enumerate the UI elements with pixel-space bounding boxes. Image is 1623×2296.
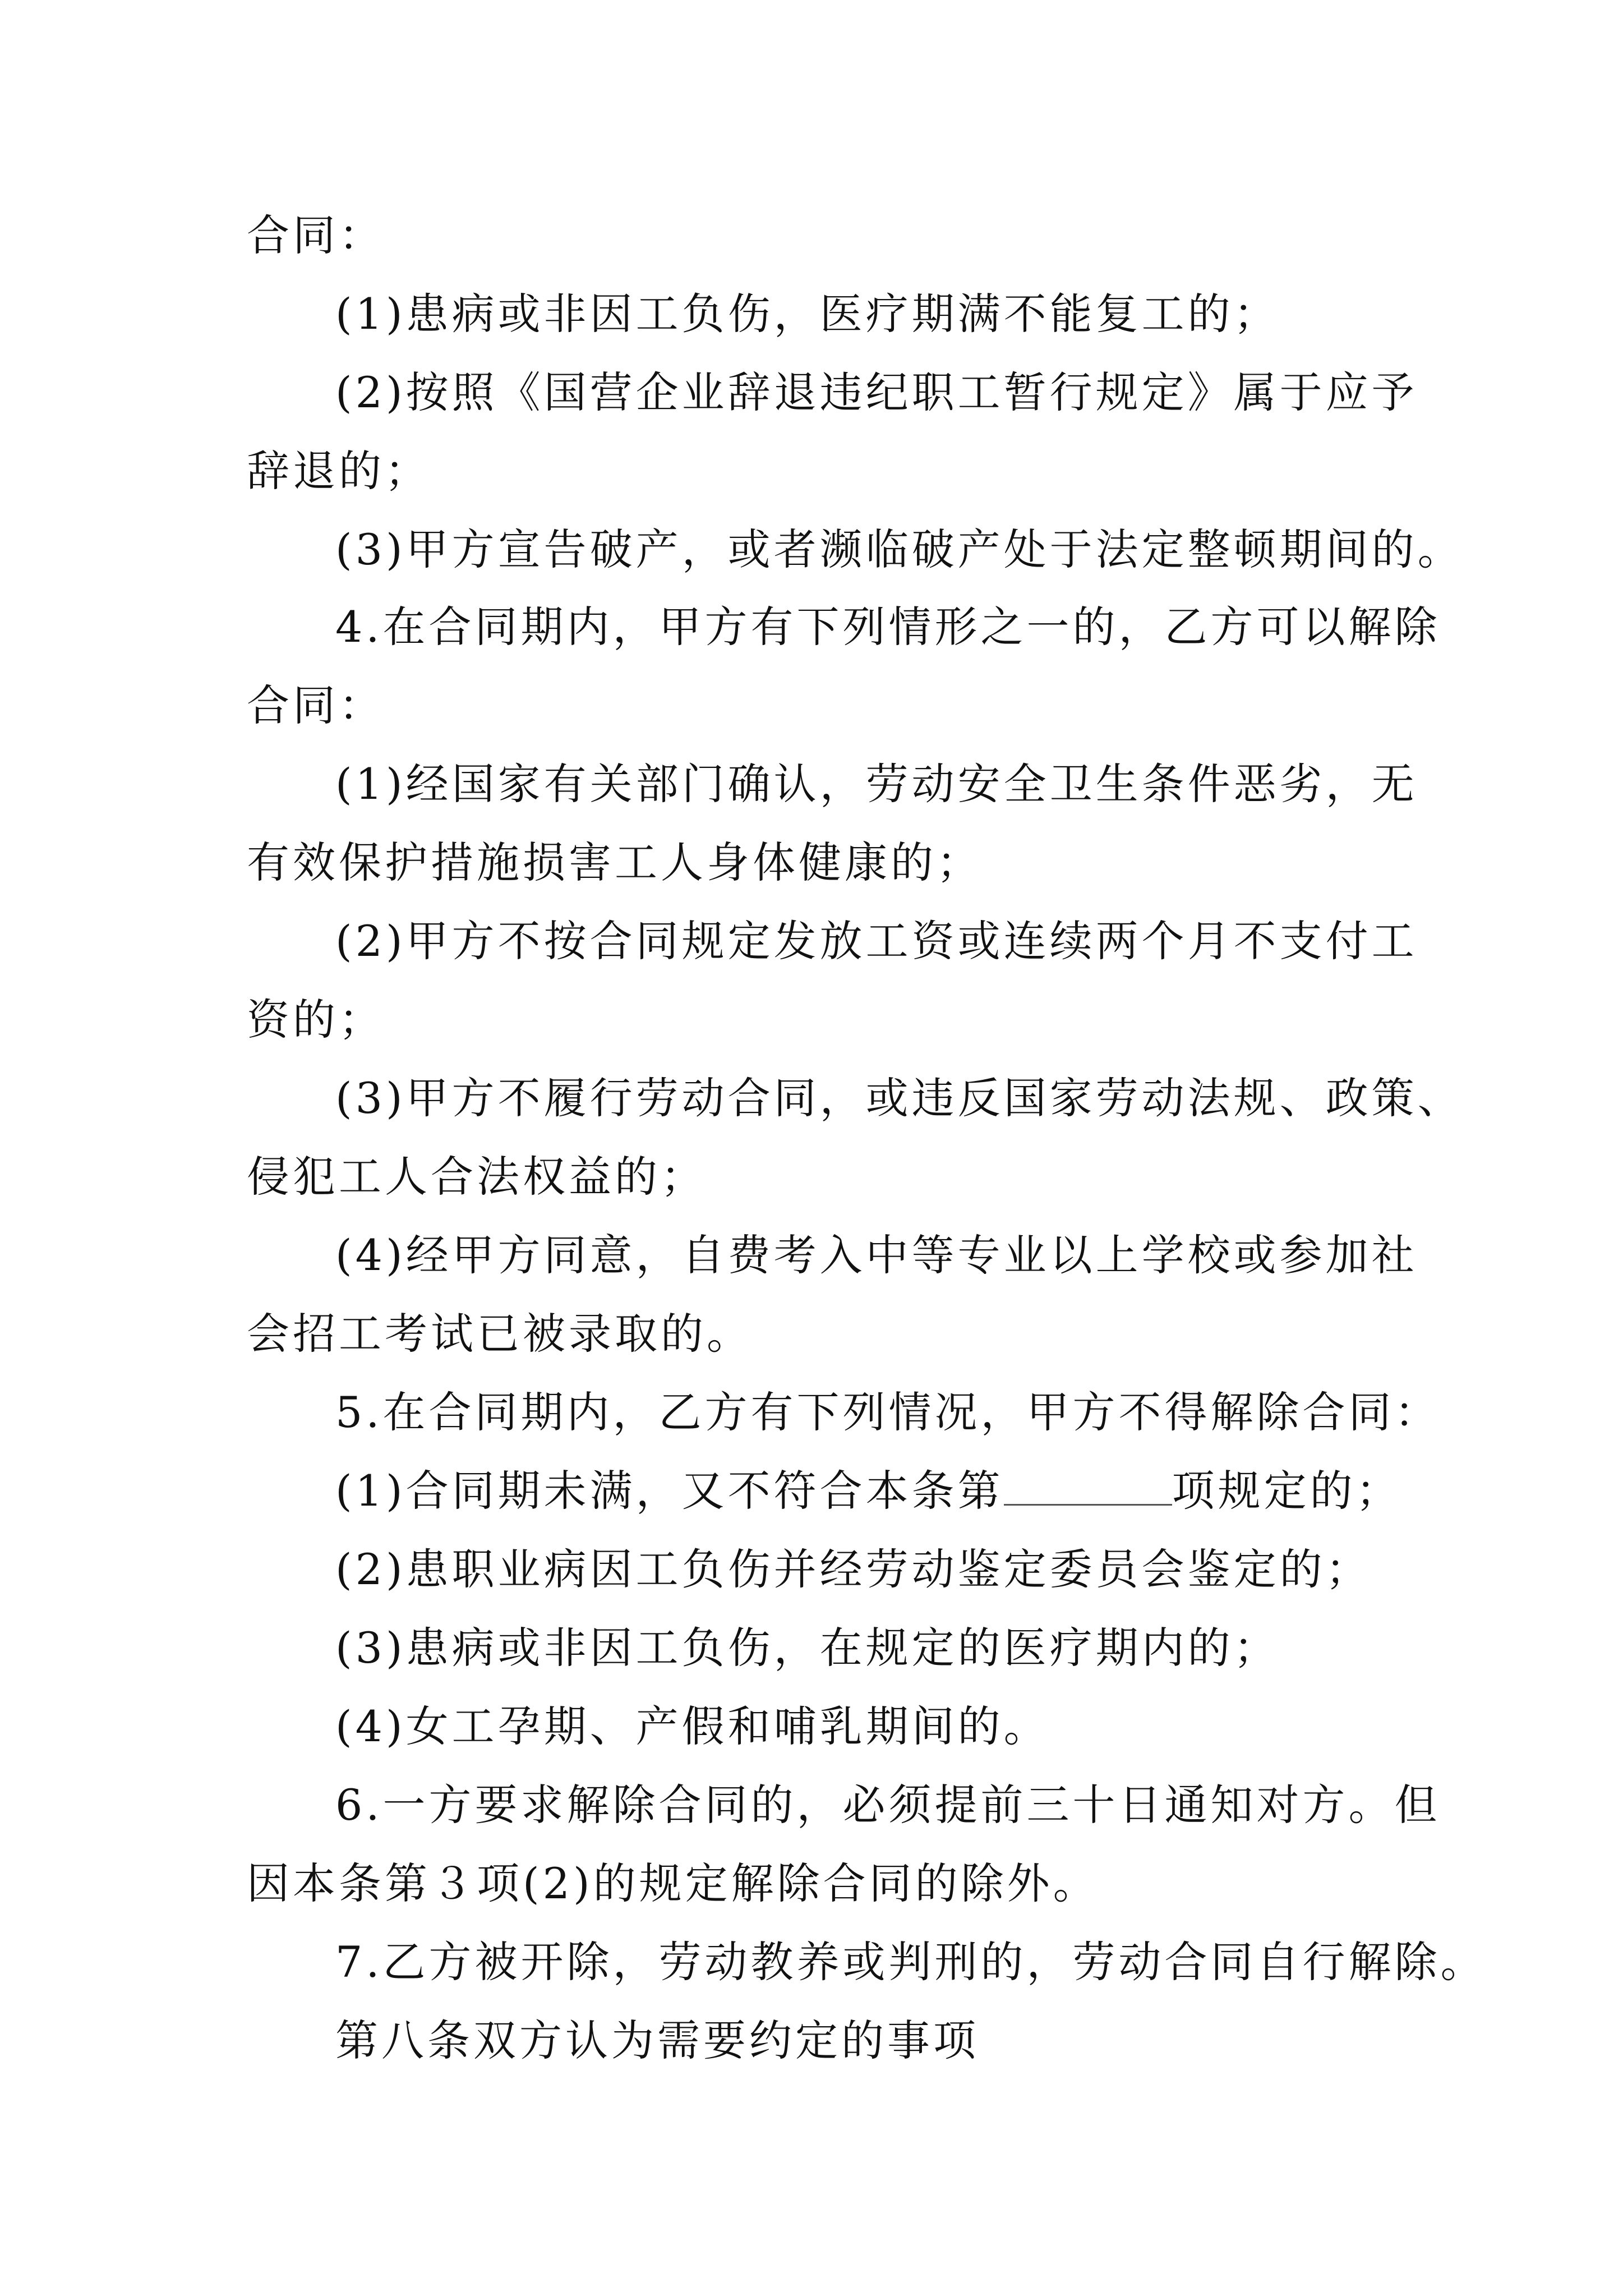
text-line: (2)按照《国营企业辞退违纪职工暂行规定》属于应予 [335,367,1418,417]
text-line: 会招工考试已被录取的。 [247,1309,753,1359]
text-line: 6.一方要求解除合同的，必须提前三十日通知对方。但 [335,1780,1441,1830]
text-line: 合同： [247,210,385,260]
text-line: 资的； [247,995,385,1045]
text-line: 有效保护措施损害工人身体健康的； [247,838,983,887]
text-line: (4)女工孕期、产假和哺乳期间的。 [335,1701,1050,1751]
text-line: 因本条第３项(2)的规定解除合同的除外。 [247,1858,1099,1908]
text-line: 合同： [247,680,385,730]
text-line: 侵犯工人合法权益的； [247,1152,707,1202]
text-line: 第八条双方认为需要约定的事项 [335,2016,979,2065]
blank-line-after: 项规定的； [1172,1466,1402,1516]
text-line: 4.在合同期内，甲方有下列情形之一的，乙方可以解除 [335,602,1441,652]
blank-line-before: (1)合同期未满，又不符合本条第 [335,1466,1004,1516]
text-line: (3)甲方不履行劳动合同，或违反国家劳动法规、政策、 [335,1073,1464,1123]
text-line: (4)经甲方同意，自费考入中等专业以上学校或参加社 [335,1230,1418,1280]
text-line: 7.乙方被开除，劳动教养或判刑的，劳动合同自行解除。 [335,1937,1487,1987]
text-line: (1)经国家有关部门确认，劳动安全卫生条件恶劣，无 [335,759,1418,809]
text-line-with-blank [0,1463,1623,1519]
text-line: (3)甲方宣告破产，或者濒临破产处于法定整顿期间的。 [335,524,1464,574]
text-line: 5.在合同期内，乙方有下列情况，甲方不得解除合同： [335,1387,1441,1437]
text-line: (2)患职业病因工负伤并经劳动鉴定委员会鉴定的； [335,1544,1372,1594]
text-line: (1)患病或非因工负伤，医疗期满不能复工的； [335,289,1280,339]
fill-in-blank [1004,1465,1172,1506]
text-line: (2)甲方不按合同规定发放工资或连续两个月不支付工 [335,916,1418,966]
text-line: 辞退的； [247,446,431,496]
text-line: (3)患病或非因工负伤，在规定的医疗期内的； [335,1623,1280,1673]
